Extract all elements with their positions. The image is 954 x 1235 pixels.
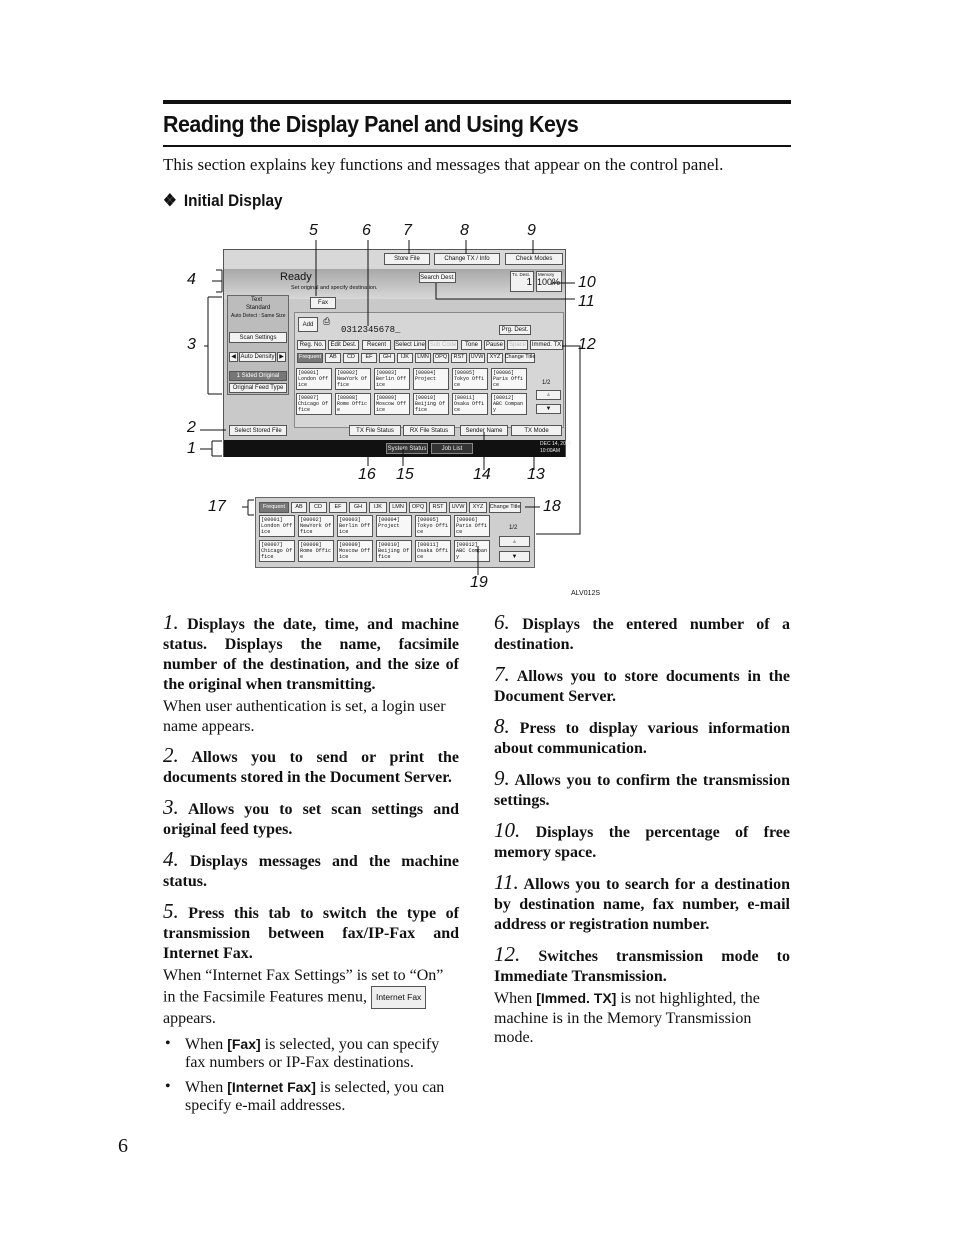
check-modes-button[interactable]: Check Modes	[505, 253, 563, 265]
subheading-text: Initial Display	[183, 191, 283, 210]
destination-key[interactable]: [00012] ABC Compan y	[454, 540, 490, 562]
diamond-icon: ❖	[163, 191, 177, 210]
destination-key[interactable]: [00011] Osaka Offi ce	[415, 540, 451, 562]
item-heading	[494, 820, 790, 863]
callout-1: 1	[187, 440, 196, 457]
index-tab-lmn[interactable]: LMN	[415, 353, 431, 363]
index-tab-opq[interactable]: OPQ	[433, 353, 449, 363]
bullet-item	[163, 1078, 459, 1115]
item-note	[163, 966, 459, 1029]
scan-standard-label: Standard	[246, 305, 271, 311]
index-tab-xyz[interactable]: XYZ	[469, 502, 487, 513]
fax-icon: ⎙	[323, 316, 331, 326]
destination-key[interactable]: [00009] Moscow Off ice	[374, 393, 410, 415]
bullet-text: When	[185, 1035, 228, 1053]
callout-3: 3	[187, 336, 196, 353]
destination-key[interactable]: [00006] Paris Offi ce	[491, 368, 527, 390]
index-tab-uvw[interactable]: UVW	[469, 353, 485, 363]
item-text: Allows you to confirm the transmission settings.	[494, 772, 791, 809]
original-feed-type-button[interactable]: Original Feed Type	[229, 383, 287, 393]
list-item	[494, 716, 790, 759]
item-number: 7.	[494, 662, 510, 686]
callout-18: 18	[543, 498, 561, 515]
memory-value: 100%	[536, 276, 560, 287]
item-note	[494, 989, 790, 1048]
destination-key[interactable]: [00006] Paris Offi ce	[454, 515, 490, 537]
add-button[interactable]: Add	[298, 317, 318, 332]
item-text: Switches transmission mode to Immediate Transmission.	[494, 948, 790, 985]
item-number: 11.	[494, 870, 519, 894]
index-tab-opq[interactable]: OPQ	[409, 502, 427, 513]
destination-key[interactable]: [00002] NewYork Of fice	[335, 368, 371, 390]
item-heading	[494, 768, 790, 811]
callout-16: 16	[358, 466, 376, 483]
item-text: Allows you to store documents in the Document Server.	[494, 668, 791, 705]
destination-key[interactable]: [00007] Chicago Of fice	[259, 540, 295, 562]
internet-fax-tab-icon: Internet Fax	[371, 986, 426, 1010]
index-tab-cd[interactable]: CD	[309, 502, 327, 513]
page-indicator: 1/2	[542, 380, 551, 386]
destination-key[interactable]: [00001] London Off ice	[296, 368, 332, 390]
job-list-button[interactable]: Job List	[431, 443, 473, 454]
tone-button[interactable]: Tone	[461, 340, 482, 350]
index-tab-frequent[interactable]: Frequent	[297, 353, 323, 363]
select-line-button[interactable]: Select Line	[395, 342, 425, 348]
index-tab-frequent[interactable]: Frequent	[259, 502, 289, 513]
store-file-button[interactable]: Store File	[384, 253, 430, 265]
key-label: [Immed. TX]	[536, 990, 617, 1006]
index-tab-change-title[interactable]: Change Title	[505, 353, 535, 363]
list-item	[163, 849, 459, 892]
index-tab-gh[interactable]: GH	[349, 502, 367, 513]
bullet-text: When	[185, 1078, 228, 1096]
callout-13: 13	[527, 466, 545, 483]
item-heading	[494, 664, 790, 707]
callout-6: 6	[362, 222, 371, 239]
item-heading	[163, 849, 459, 892]
index-tab-lmn[interactable]: LMN	[389, 502, 407, 513]
scroll-down-button[interactable]: ▼	[536, 404, 561, 414]
auto-density-button[interactable]: Auto Density	[240, 354, 275, 360]
item-heading	[494, 944, 790, 987]
callout-14: 14	[473, 466, 491, 483]
callout-15: 15	[396, 466, 414, 483]
index-tab-ab[interactable]: AB	[325, 353, 341, 363]
index-tab-ijk[interactable]: IJK	[397, 353, 413, 363]
item-text: Press to display various information about communication.	[494, 720, 791, 757]
item-text: Press this tab to switch the type of transmission between fax/IP-Fax and Internet Fax.	[163, 905, 459, 962]
time-display: 10:00AM	[540, 448, 561, 454]
item-number: 12.	[494, 942, 521, 966]
density-right-button[interactable]: ▶	[277, 352, 286, 362]
list-item	[163, 745, 459, 788]
callout-11: 11	[578, 293, 595, 310]
intro-text: This section explains key functions and messages that appear on the control panel.	[163, 155, 724, 174]
destination-key[interactable]: [00007] Chicago Of fice	[296, 393, 332, 415]
tx-dest-value: 1	[526, 276, 532, 288]
item-number: 2.	[163, 743, 179, 767]
note-text: When	[494, 990, 537, 1007]
callout-7: 7	[403, 222, 412, 239]
destination-key[interactable]: [00008] Rome Offic e	[298, 540, 334, 562]
bullet-text: is selected, you can specify e-mail addresses.	[185, 1078, 445, 1114]
item-number: 9.	[494, 766, 510, 790]
item-text: Allows you to send or print the documents stored in the Document Server.	[163, 749, 459, 786]
callout-2: 2	[187, 419, 196, 436]
destination-key[interactable]: [00003] Berlin Off ice	[374, 368, 410, 390]
bullet-text: is selected, you can specify fax numbers or IP-Fax destinations.	[185, 1035, 440, 1071]
callout-8: 8	[460, 222, 469, 239]
bullet-dot: •	[165, 1077, 171, 1095]
system-status-button[interactable]: System Status	[386, 443, 428, 454]
bullet-item	[163, 1035, 459, 1072]
destination-key[interactable]: [00003] Berlin Off ice	[337, 515, 373, 537]
item-text: Displays the date, time, and machine status. Displays the name, facsimile number of the destination, and the size of the original when transmitting.	[163, 616, 459, 693]
key-label: [Fax]	[227, 1035, 261, 1052]
figure-caption: ALV012S	[571, 590, 601, 597]
tx-dest-label: Tx. Dest.	[512, 272, 531, 277]
left-column	[163, 612, 459, 1124]
item-heading	[163, 612, 459, 695]
sub-code-button[interactable]: Sub Code	[429, 342, 457, 348]
sender-name-button[interactable]: Sender Name	[460, 425, 508, 436]
item-text: Allows you to set scan settings and original feed types.	[163, 801, 459, 838]
note-text: appears.	[163, 1010, 216, 1027]
scroll-up-button[interactable]: ▲	[536, 390, 561, 400]
space-button[interactable]: Space	[508, 342, 526, 348]
item-heading	[494, 872, 790, 935]
item-number: 4.	[163, 847, 179, 871]
recent-button[interactable]: Recent	[362, 340, 391, 350]
index-tab-ijk[interactable]: IJK	[369, 502, 387, 513]
immed-tx-button[interactable]: Immed. TX	[531, 342, 562, 348]
item-heading	[494, 612, 790, 655]
item-heading	[163, 901, 459, 964]
callout-9: 9	[527, 222, 536, 239]
tx-mode-button[interactable]: TX Mode	[511, 425, 562, 436]
item-text: Allows you to search for a destination by destination name, fax number, e-mail address or registration number.	[494, 876, 790, 933]
destination-key[interactable]: [00002] NewYork Of fice	[298, 515, 334, 537]
item-text: Displays messages and the machine status.	[163, 853, 460, 890]
scan-settings-button[interactable]: Scan Settings	[229, 332, 287, 343]
callout-17: 17	[208, 498, 226, 515]
search-dest-button[interactable]: Search Dest.	[419, 272, 456, 283]
index-tab-rst[interactable]: RST	[429, 502, 447, 513]
item-heading	[163, 745, 459, 788]
list-item	[163, 612, 459, 736]
scan-text-label: Text	[251, 297, 263, 303]
list-item	[494, 768, 790, 811]
memory-label: Memory	[538, 272, 555, 277]
entered-number: 0312345678_	[341, 325, 401, 335]
zoom-page-indicator: 1/2	[509, 525, 518, 531]
destination-key[interactable]: [00009] Moscow Off ice	[337, 540, 373, 562]
index-tab-xyz[interactable]: XYZ	[487, 353, 503, 363]
item-text: Displays the percentage of free memory space.	[494, 824, 791, 861]
item-heading	[163, 797, 459, 840]
ready-submessage: Set original and specify destination.	[291, 285, 378, 291]
index-tab-cd[interactable]: CD	[343, 353, 359, 363]
index-tab-uvw[interactable]: UVW	[449, 502, 467, 513]
page-number: 6	[118, 1135, 128, 1157]
list-item	[163, 797, 459, 840]
list-item	[494, 612, 790, 655]
item-heading	[494, 716, 790, 759]
right-column	[494, 612, 790, 1057]
key-label: [Internet Fax]	[227, 1078, 316, 1095]
destination-key[interactable]: [00004] Project	[376, 515, 412, 537]
scan-auto-label: Auto Detect : Same Size	[231, 313, 286, 319]
destination-key[interactable]: [00001] London Off ice	[259, 515, 295, 537]
destination-key[interactable]: [00005] Tokyo Offi ce	[415, 515, 451, 537]
callout-5: 5	[309, 222, 318, 239]
item-number: 10.	[494, 818, 521, 842]
destination-key[interactable]: [00008] Rome Offic e	[335, 393, 371, 415]
zoom-scroll-up-button[interactable]: ▲	[499, 536, 530, 547]
callout-4: 4	[187, 271, 196, 288]
edit-dest-button[interactable]: Edit Dest.	[328, 340, 359, 350]
list-item	[494, 872, 790, 935]
list-item	[494, 820, 790, 863]
destination-key[interactable]: [00012] ABC Compan y	[491, 393, 527, 415]
callout-19: 19	[470, 574, 488, 591]
destination-key[interactable]: [00004] Project	[413, 368, 449, 390]
index-tab-ef[interactable]: EF	[329, 502, 347, 513]
list-item	[494, 944, 790, 1048]
destination-key[interactable]: [00011] Osaka Offi ce	[452, 393, 488, 415]
bullet-dot: •	[165, 1034, 171, 1052]
item-number: 3.	[163, 795, 179, 819]
note-text: When “Internet Fax Settings” is set to “On” in the Facsimile Features menu,	[163, 967, 444, 1005]
density-left-button[interactable]: ◀	[229, 352, 238, 362]
destination-key[interactable]: [00010] Beijing Of fice	[376, 540, 412, 562]
index-tab-ab[interactable]: AB	[291, 502, 307, 513]
pause-button[interactable]: Pause	[485, 342, 503, 348]
index-tab-rst[interactable]: RST	[451, 353, 467, 363]
callout-10: 10	[578, 274, 596, 291]
one-sided-original-button[interactable]: 1 Sided Original	[229, 371, 287, 381]
index-tab-gh[interactable]: GH	[379, 353, 395, 363]
note-text: is not highlighted, the machine is in the Memory Transmission mode.	[494, 990, 760, 1046]
item-number: 1.	[163, 610, 179, 634]
ready-message: Ready	[280, 271, 312, 283]
date-display: DEC 14, 2005	[540, 441, 572, 447]
item-number: 5.	[163, 899, 179, 923]
reg-no-button[interactable]: Reg. No.	[297, 340, 326, 350]
index-tab-change-title[interactable]: Change Title	[489, 502, 521, 513]
tx-file-status-button[interactable]: TX File Status	[349, 425, 401, 436]
rx-file-status-button[interactable]: RX File Status	[403, 425, 455, 436]
list-item	[163, 901, 459, 1115]
zoom-scroll-down-button[interactable]: ▼	[499, 551, 530, 562]
select-stored-file-button[interactable]: Select Stored File	[229, 425, 287, 436]
destination-key[interactable]: [00005] Tokyo Offi ce	[452, 368, 488, 390]
callout-12: 12	[578, 336, 596, 353]
destination-key[interactable]: [00010] Beijing Of fice	[413, 393, 449, 415]
item-number: 8.	[494, 714, 510, 738]
prg-dest-button[interactable]: Prg. Dest.	[499, 325, 531, 335]
list-item	[494, 664, 790, 707]
item-text: Displays the entered number of a destination.	[494, 616, 790, 653]
item-note: When user authentication is set, a login user name appears.	[163, 698, 446, 735]
page-title: Reading the Display Panel and Using Keys	[163, 111, 579, 137]
fax-tab[interactable]: Fax	[310, 297, 336, 309]
change-tx-info-button[interactable]: Change TX / Info	[434, 253, 500, 265]
item-number: 6.	[494, 610, 510, 634]
index-tab-ef[interactable]: EF	[361, 353, 377, 363]
